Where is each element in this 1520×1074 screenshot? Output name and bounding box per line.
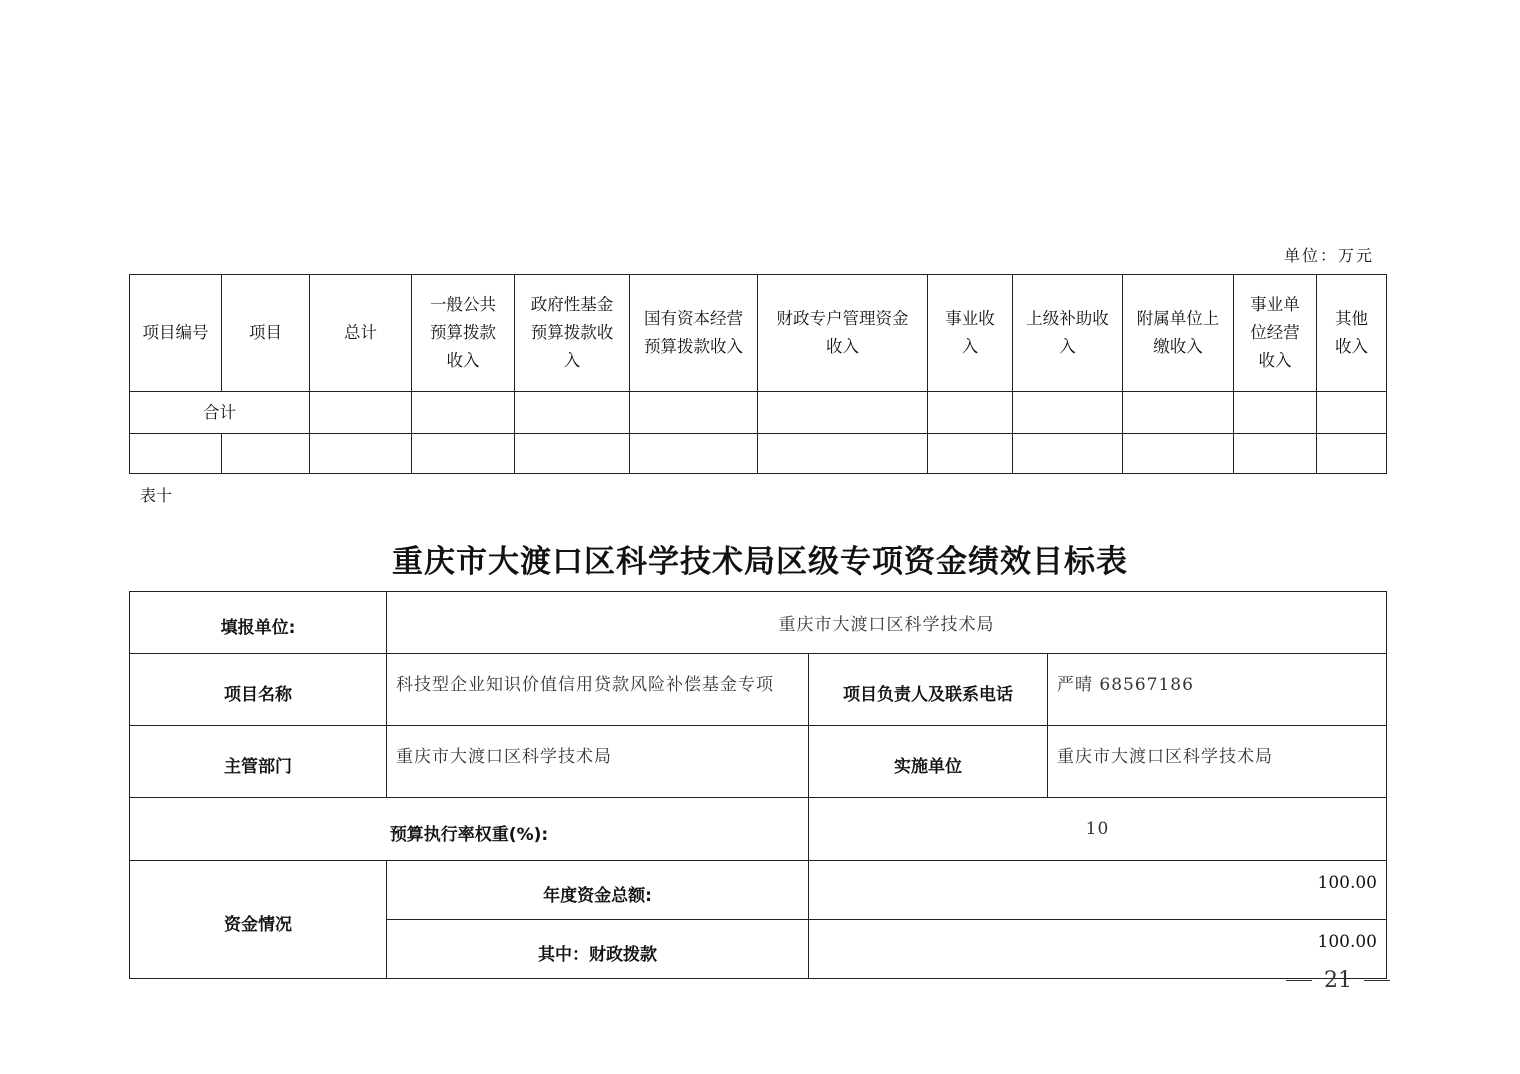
header-line: 国有资本经营 bbox=[644, 309, 743, 328]
dash-left bbox=[1286, 980, 1312, 982]
income-table bbox=[129, 274, 1387, 474]
table-cell bbox=[928, 434, 1013, 474]
header-cell-text: 总计 bbox=[344, 323, 377, 342]
header-line: 附属单位上 bbox=[1136, 309, 1220, 328]
header-line: 预算拨款 bbox=[430, 323, 496, 342]
header-state-capital bbox=[630, 275, 758, 392]
contact-label: 项目负责人及联系电话 bbox=[809, 654, 1048, 726]
table-cell bbox=[1123, 434, 1234, 474]
header-row bbox=[130, 275, 1387, 392]
header-cell-text: 项目 bbox=[249, 323, 282, 342]
table-row bbox=[130, 798, 1387, 861]
table-cell bbox=[1317, 392, 1387, 434]
header-cell-text: 项目编号 bbox=[142, 323, 209, 342]
annual-total-value: 100.00 bbox=[809, 861, 1387, 920]
header-line: 财政专户管理资金 bbox=[776, 309, 909, 328]
annual-total-label: 年度资金总额: bbox=[387, 861, 809, 920]
header-line: 收入 bbox=[1335, 337, 1368, 356]
funding-label: 资金情况 bbox=[130, 861, 387, 979]
header-total bbox=[310, 275, 412, 392]
header-line: 入 bbox=[961, 337, 979, 356]
project-name-value: 科技型企业知识价值信用贷款风险补偿基金专项 bbox=[387, 654, 809, 726]
header-line: 收入 bbox=[446, 351, 480, 370]
header-line: 入 bbox=[563, 351, 581, 370]
header-business-income bbox=[928, 275, 1013, 392]
table-cell bbox=[412, 392, 515, 434]
project-name-label: 项目名称 bbox=[130, 654, 387, 726]
header-gov-fund bbox=[515, 275, 630, 392]
table-cell bbox=[1317, 434, 1387, 474]
dash-right bbox=[1364, 980, 1390, 982]
table-cell bbox=[758, 434, 928, 474]
table-row bbox=[130, 726, 1387, 798]
table-cell bbox=[412, 434, 515, 474]
table-cell bbox=[1234, 392, 1317, 434]
document-title: 重庆市大渡口区科学技术局区级专项资金绩效目标表 bbox=[392, 544, 1128, 580]
header-project bbox=[222, 275, 310, 392]
budget-weight-value: 10 bbox=[809, 798, 1387, 861]
table-cell bbox=[928, 392, 1013, 434]
total-row-label: 合计 bbox=[130, 392, 310, 434]
table-cell bbox=[310, 434, 412, 474]
unit-label: 单位：万元 bbox=[1283, 246, 1374, 265]
fiscal-appropriation-label: 其中：财政拨款 bbox=[387, 920, 809, 979]
table-cell bbox=[1234, 434, 1317, 474]
table-cell bbox=[222, 434, 310, 474]
header-line: 收入 bbox=[826, 337, 859, 356]
header-line: 事业单 bbox=[1250, 295, 1300, 314]
header-line: 入 bbox=[1059, 337, 1076, 356]
table-number: 表十 bbox=[140, 486, 173, 505]
filling-unit-value: 重庆市大渡口区科学技术局 bbox=[387, 592, 1387, 654]
department-value: 重庆市大渡口区科学技术局 bbox=[387, 726, 809, 798]
header-line: 预算拨款收 bbox=[530, 323, 614, 342]
table-cell bbox=[515, 434, 630, 474]
table-cell bbox=[310, 392, 412, 434]
header-line: 其他 bbox=[1335, 309, 1368, 328]
header-line: 事业收 bbox=[945, 309, 995, 328]
table-cell bbox=[630, 434, 758, 474]
header-project-code bbox=[130, 275, 222, 392]
header-special-account bbox=[758, 275, 928, 392]
header-line: 收入 bbox=[1258, 351, 1292, 370]
fiscal-appropriation-value: 100.00 bbox=[809, 920, 1387, 979]
page-number-text: 21 bbox=[1324, 968, 1352, 993]
budget-weight-label: 预算执行率权重(%): bbox=[130, 798, 809, 861]
header-affiliated-unit bbox=[1123, 275, 1234, 392]
table-cell bbox=[515, 392, 630, 434]
header-other-income bbox=[1317, 275, 1387, 392]
table-cell bbox=[630, 392, 758, 434]
filling-unit-label: 填报单位: bbox=[130, 592, 387, 654]
header-line: 预算拨款收入 bbox=[644, 337, 743, 356]
header-line: 政府性基金 bbox=[530, 295, 614, 314]
performance-target-table bbox=[129, 591, 1387, 979]
table-cell bbox=[1013, 434, 1123, 474]
table-row bbox=[130, 654, 1387, 726]
contact-value: 严晴 68567186 bbox=[1048, 654, 1387, 726]
implementer-value: 重庆市大渡口区科学技术局 bbox=[1048, 726, 1387, 798]
table-row bbox=[130, 861, 1387, 920]
table-cell bbox=[1123, 392, 1234, 434]
header-line: 缴收入 bbox=[1153, 337, 1203, 356]
header-business-operation bbox=[1234, 275, 1317, 392]
table-row bbox=[130, 592, 1387, 654]
header-line: 一般公共 bbox=[430, 295, 496, 314]
table-cell bbox=[130, 434, 222, 474]
table-cell bbox=[1013, 392, 1123, 434]
header-general-budget bbox=[412, 275, 515, 392]
table-cell bbox=[758, 392, 928, 434]
header-superior-subsidy bbox=[1013, 275, 1123, 392]
implementer-label: 实施单位 bbox=[809, 726, 1048, 798]
page-number bbox=[1286, 968, 1390, 993]
table-row bbox=[130, 434, 1387, 474]
header-line: 上级补助收 bbox=[1026, 309, 1109, 328]
header-line: 位经营 bbox=[1250, 323, 1300, 342]
total-row bbox=[130, 392, 1387, 434]
department-label: 主管部门 bbox=[130, 726, 387, 798]
